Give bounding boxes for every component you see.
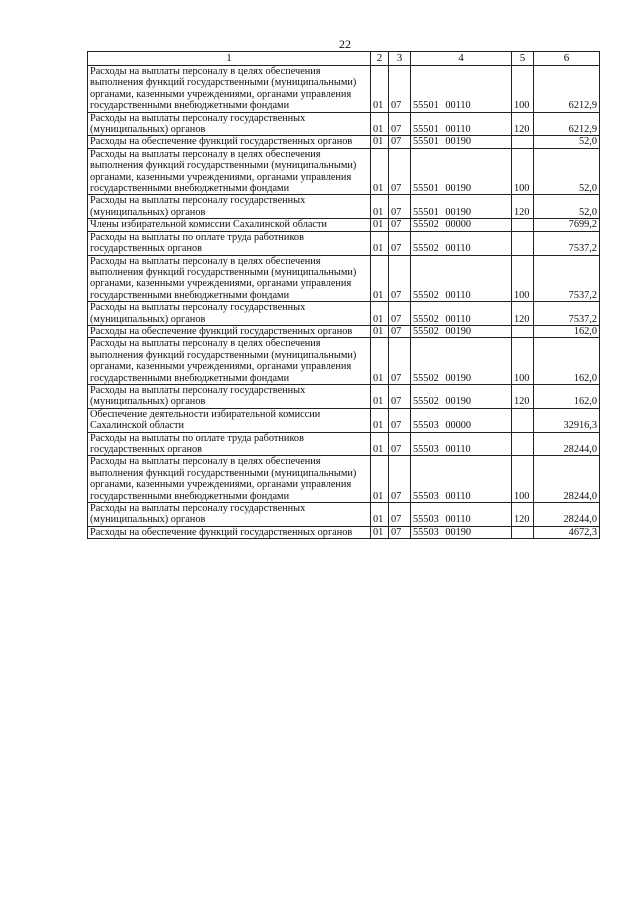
cell-amount: 52,0 [534,195,600,219]
cell-amount: 6212,9 [534,66,600,113]
table-row [88,408,600,432]
cell-expense-type: 120 [512,384,534,408]
cell-expense-type [512,408,534,432]
page-number: 22 [339,37,351,51]
cell-expense-type: 100 [512,338,534,385]
cell-section: 01 [371,432,389,456]
cell-target-article: 55503 00000 [411,408,512,432]
cell-name: Расходы на выплаты по оплате труда работников государственных органов [88,231,371,255]
cell-target-article: 55502 00000 [411,219,512,231]
cell-expense-type [512,325,534,337]
header-col-4: 4 [411,52,512,66]
cell-expense-type: 100 [512,148,534,195]
cell-target-article: 55501 00190 [411,136,512,148]
table-row [88,255,600,302]
cell-subsection: 07 [389,231,411,255]
cell-expense-type: 100 [512,255,534,302]
cell-amount: 28244,0 [534,456,600,503]
cell-expense-type: 120 [512,503,534,527]
cell-target-article: 55501 00110 [411,112,512,136]
cell-section: 01 [371,408,389,432]
table-row [88,384,600,408]
cell-target-article: 55502 00190 [411,338,512,385]
cell-amount: 32916,3 [534,408,600,432]
cell-section: 01 [371,325,389,337]
cell-name: Расходы на выплаты персоналу в целях обеспечения выполнения функций государственными (муниципальными) органами, казенными учреждениями, органами управления государственными внебюджетными фондами [88,66,371,113]
cell-subsection: 07 [389,432,411,456]
cell-amount: 7537,2 [534,302,600,326]
cell-section: 01 [371,231,389,255]
cell-subsection: 07 [389,112,411,136]
header-col-3: 3 [389,52,411,66]
cell-section: 01 [371,148,389,195]
header-col-2: 2 [371,52,389,66]
cell-name: Расходы на выплаты персоналу в целях обеспечения выполнения функций государственными (муниципальными) органами, казенными учреждениями, органами управления государственными внебюджетными фондами [88,255,371,302]
cell-expense-type [512,526,534,538]
table-row [88,219,600,231]
cell-subsection: 07 [389,408,411,432]
table-body [88,66,600,539]
cell-name: Расходы на выплаты персоналу в целях обеспечения выполнения функций государственными (муниципальными) органами, казенными учреждениями, органами управления государственными внебюджетными фондами [88,338,371,385]
cell-amount: 7537,2 [534,255,600,302]
header-col-1: 1 [88,52,371,66]
cell-name: Расходы на обеспечение функций государственных органов [88,136,371,148]
cell-target-article: 55502 00190 [411,325,512,337]
cell-section: 01 [371,302,389,326]
table-row [88,136,600,148]
cell-amount: 7699,2 [534,219,600,231]
cell-name: Расходы на выплаты по оплате труда работников государственных органов [88,432,371,456]
cell-target-article: 55502 00110 [411,255,512,302]
cell-amount: 28244,0 [534,432,600,456]
budget-table [87,51,600,539]
cell-section: 01 [371,66,389,113]
header-row [88,52,600,66]
cell-subsection: 07 [389,255,411,302]
cell-expense-type: 100 [512,66,534,113]
cell-target-article: 55503 00190 [411,526,512,538]
cell-subsection: 07 [389,338,411,385]
cell-target-article: 55501 00110 [411,66,512,113]
header-col-6: 6 [534,52,600,66]
table-row [88,195,600,219]
cell-amount: 52,0 [534,148,600,195]
cell-amount: 7537,2 [534,231,600,255]
cell-target-article: 55502 00110 [411,302,512,326]
cell-target-article: 55503 00110 [411,432,512,456]
cell-name: Расходы на обеспечение функций государственных органов [88,325,371,337]
cell-amount: 162,0 [534,325,600,337]
cell-amount: 52,0 [534,136,600,148]
cell-name: Расходы на выплаты персоналу государственных (муниципальных) органов [88,384,371,408]
cell-name: Члены избирательной комиссии Сахалинской области [88,219,371,231]
cell-subsection: 07 [389,66,411,113]
cell-subsection: 07 [389,195,411,219]
cell-expense-type [512,432,534,456]
table-row [88,148,600,195]
cell-amount: 4672,3 [534,526,600,538]
cell-expense-type [512,231,534,255]
cell-subsection: 07 [389,219,411,231]
table-row [88,432,600,456]
cell-target-article: 55502 00110 [411,231,512,255]
cell-target-article: 55501 00190 [411,195,512,219]
cell-section: 01 [371,255,389,302]
cell-subsection: 07 [389,148,411,195]
header-col-5: 5 [512,52,534,66]
table-row [88,526,600,538]
table-row [88,325,600,337]
cell-section: 01 [371,456,389,503]
cell-expense-type: 100 [512,456,534,503]
cell-name: Расходы на выплаты персоналу государственных (муниципальных) органов [88,195,371,219]
cell-expense-type: 120 [512,112,534,136]
table-row [88,503,600,527]
cell-amount: 6212,9 [534,112,600,136]
cell-subsection: 07 [389,456,411,503]
table-row [88,338,600,385]
cell-subsection: 07 [389,302,411,326]
table-row [88,66,600,113]
cell-subsection: 07 [389,325,411,337]
cell-section: 01 [371,195,389,219]
cell-expense-type: 120 [512,302,534,326]
cell-name: Расходы на выплаты персоналу в целях обеспечения выполнения функций государственными (муниципальными) органами, казенными учреждениями, органами управления государственными внебюджетными фондами [88,148,371,195]
cell-expense-type [512,136,534,148]
cell-name: Расходы на выплаты персоналу государственных (муниципальных) органов [88,302,371,326]
cell-target-article: 55501 00190 [411,148,512,195]
cell-section: 01 [371,338,389,385]
table-row [88,302,600,326]
cell-name: Обеспечение деятельности избирательной комиссии Сахалинской области [88,408,371,432]
cell-target-article: 55503 00110 [411,503,512,527]
cell-amount: 162,0 [534,384,600,408]
cell-expense-type: 120 [512,195,534,219]
cell-section: 01 [371,219,389,231]
table-row [88,456,600,503]
cell-subsection: 07 [389,526,411,538]
cell-subsection: 07 [389,384,411,408]
cell-name: Расходы на выплаты персоналу государственных (муниципальных) органов [88,503,371,527]
table-row [88,112,600,136]
table-row [88,231,600,255]
cell-name: Расходы на выплаты персоналу в целях обеспечения выполнения функций государственными (муниципальными) органами, казенными учреждениями, органами управления государственными внебюджетными фондами [88,456,371,503]
cell-section: 01 [371,503,389,527]
cell-name: Расходы на выплаты персоналу государственных (муниципальных) органов [88,112,371,136]
cell-section: 01 [371,526,389,538]
cell-expense-type [512,219,534,231]
cell-amount: 162,0 [534,338,600,385]
cell-target-article: 55503 00110 [411,456,512,503]
cell-section: 01 [371,384,389,408]
cell-section: 01 [371,112,389,136]
cell-subsection: 07 [389,136,411,148]
cell-target-article: 55502 00190 [411,384,512,408]
cell-amount: 28244,0 [534,503,600,527]
cell-name: Расходы на обеспечение функций государственных органов [88,526,371,538]
cell-section: 01 [371,136,389,148]
cell-subsection: 07 [389,503,411,527]
